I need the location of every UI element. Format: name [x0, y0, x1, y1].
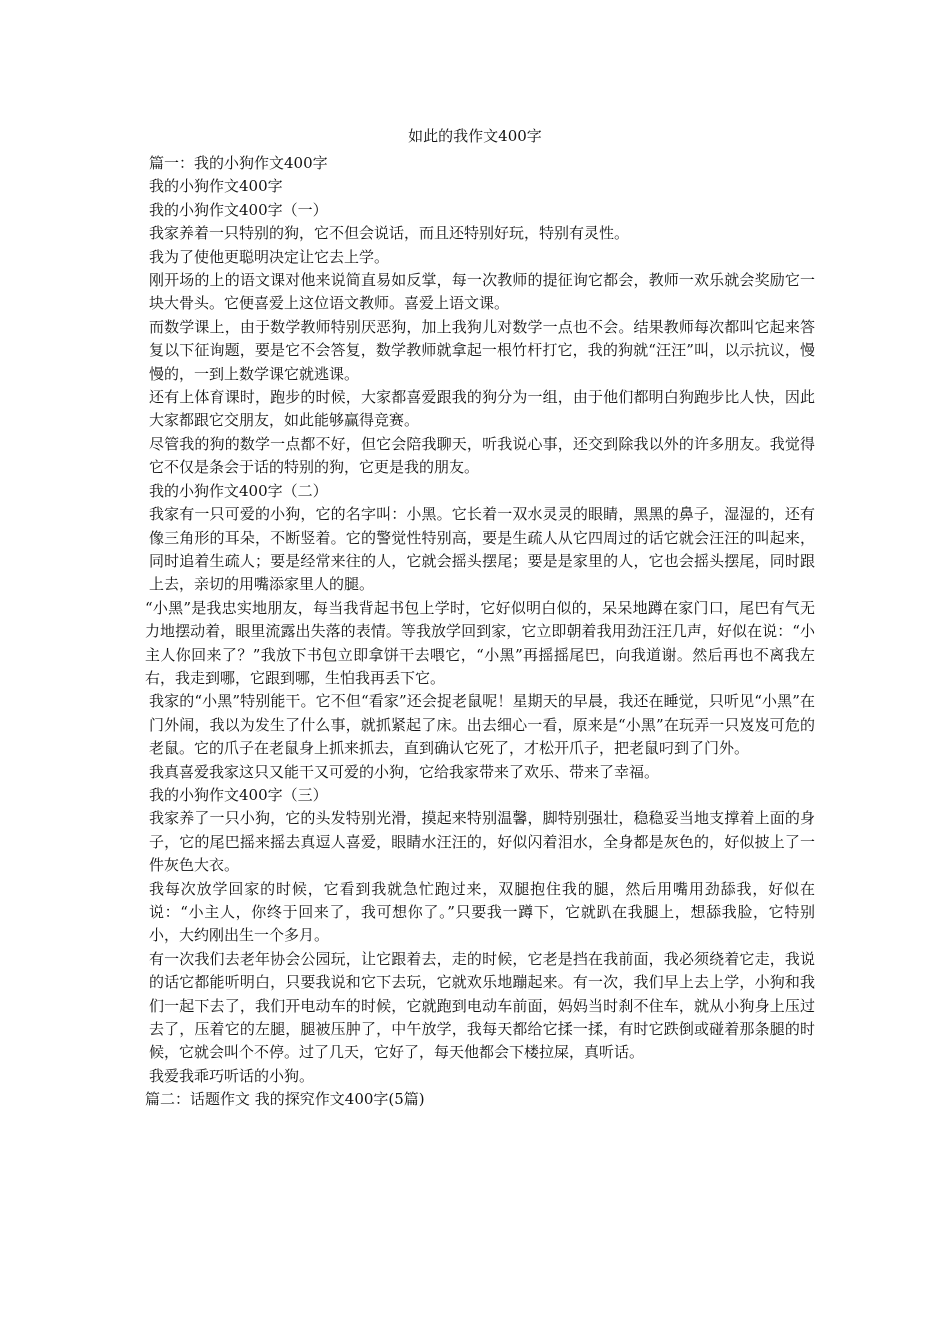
paragraph: 还有上体育课时，跑步的时候，大家都喜爱跟我的狗分为一组，由于他们都明白狗跑步比人快，因此大家都跟它交朋友，如此能够赢得竞赛。: [149, 388, 815, 430]
paragraph: 我爱我乖巧听话的小狗。: [149, 1066, 315, 1085]
essay-heading: 我的小狗作文400字（一）: [149, 200, 328, 219]
paragraph: 我家有一只可爱的小狗，它的名字叫：小黑。它长着一双水灵灵的眼睛，黑黑的鼻子，湿湿的，还有像三角形的耳朵，不断竖着。它的警觉性特别高，要是生疏人从它四周过的话它就会汪汪的叫起来，同时追着生疏人；要是经常来往的人，它就会摇头摆尾；要是是家里的人，它也会摇头摆尾，同时跟上去，亲切的用嘴添家里人的腿。: [149, 505, 815, 594]
essay-heading: 我的小狗作文400字（三）: [149, 785, 328, 804]
paragraph: 刚开场的上的语文课对他来说简直易如反掌，每一次教师的提征询它都会，教师一欢乐就会奖励它一块大骨头。它便喜爱上这位语文教师。喜爱上语文课。: [149, 271, 815, 313]
paragraph: 我家的“小黑”特别能干。它不但“看家”还会捉老鼠呢！星期天的早晨，我还在睡觉，只听见“小黑”在门外闹，我以为发生了什么事，就抓紧起了床。出去细心一看，原来是“小黑”在玩弄一只岌岌可危的老鼠。它的爪子在老鼠身上抓来抓去，直到确认它死了，才松开爪子，把老鼠叼到了门外。: [149, 692, 815, 758]
section-heading: 篇一：我的小狗作文400字: [149, 154, 328, 172]
paragraph: 尽管我的狗的数学一点都不好，但它会陪我聊天，听我说心事，还交到除我以外的许多朋友。我觉得它不仅是条会于话的特别的狗，它更是我的朋友。: [149, 434, 815, 477]
paragraph: 有一次我们去老年协会公园玩，让它跟着去，走的时候，它老是挡在我前面，我必须绕着它走，我说的话它都能听明白，只要我说和它下去玩，它就欢乐地蹦起来。有一次，我们早上去上学，小狗和我们一起下去了，我们开电动车的时候，它就跑到电动车前面，妈妈当时刹不住车，就从小狗身上压过去了，压着它的左腿，腿被压肿了，中午放学，我每天都给它揉一揉，有时它跌倒或碰着那条腿的时候，它就会叫个不停。过了几天，它好了，每天他都会下楼拉屎，真听话。: [149, 949, 815, 1062]
paragraph: 而数学课上，由于数学教师特别厌恶狗，加上我狗儿对数学一点也不会。结果教师每次都叫它起来答复以下征询题，要是它不会答复，数学教师就拿起一根竹杆打它，我的狗就“汪汪”叫，以示抗议，慢慢的，一到上数学课它就逃课。: [149, 317, 815, 383]
paragraph: 我每次放学回家的时候，它看到我就急忙跑过来，双腿抱住我的腿，然后用嘴用劲舔我，好似在说：“小主人，你终于回来了，我可想你了。”只要我一蹲下，它就趴在我腿上，想舔我脸，它特别小，大约刚出生一个多月。: [149, 879, 815, 945]
paragraph: 我真喜爱我家这只又能干又可爱的小狗，它给我家带来了欢乐、带来了幸福。: [149, 762, 660, 781]
paragraph: 我家养了一只小狗，它的头发特别光滑，摸起来特别温馨，脚特别强壮，稳稳妥当地支撑着上面的身子，它的尾巴摇来摇去真逗人喜爱，眼睛水汪汪的，好似闪着泪水，全身都是灰色的，好似披上了一件灰色大衣。: [149, 809, 815, 875]
paragraph: 我为了使他更聪明决定让它去上学。: [149, 247, 390, 266]
document-title: 如此的我作文400字: [408, 127, 542, 145]
essay-heading: 我的小狗作文400字（二）: [149, 481, 328, 500]
paragraph: “小黑”是我忠实地朋友，每当我背起书包上学时，它好似明白似的，呆呆地蹲在家门口，尾巴有气无力地摆动着，眼里流露出失落的表情。等我放学回到家，它立即朝着我用劲汪汪几声，好似在说：“小主人你回来了？”我放下书包立即拿饼干去喂它，“小黑”再摇摇尾巴，向我道谢。然后再也不离我左右，我走到哪，它跟到哪，生怕我再丢下它。: [145, 598, 815, 687]
section-heading: 篇二：话题作文 我的探究作文400字(5篇): [145, 1090, 425, 1109]
paragraph: 我家养着一只特别的狗，它不但会说话，而且还特别好玩，特别有灵性。: [149, 224, 630, 243]
document-body: [145, 152, 815, 1112]
subheading: 我的小狗作文400字: [149, 177, 283, 196]
